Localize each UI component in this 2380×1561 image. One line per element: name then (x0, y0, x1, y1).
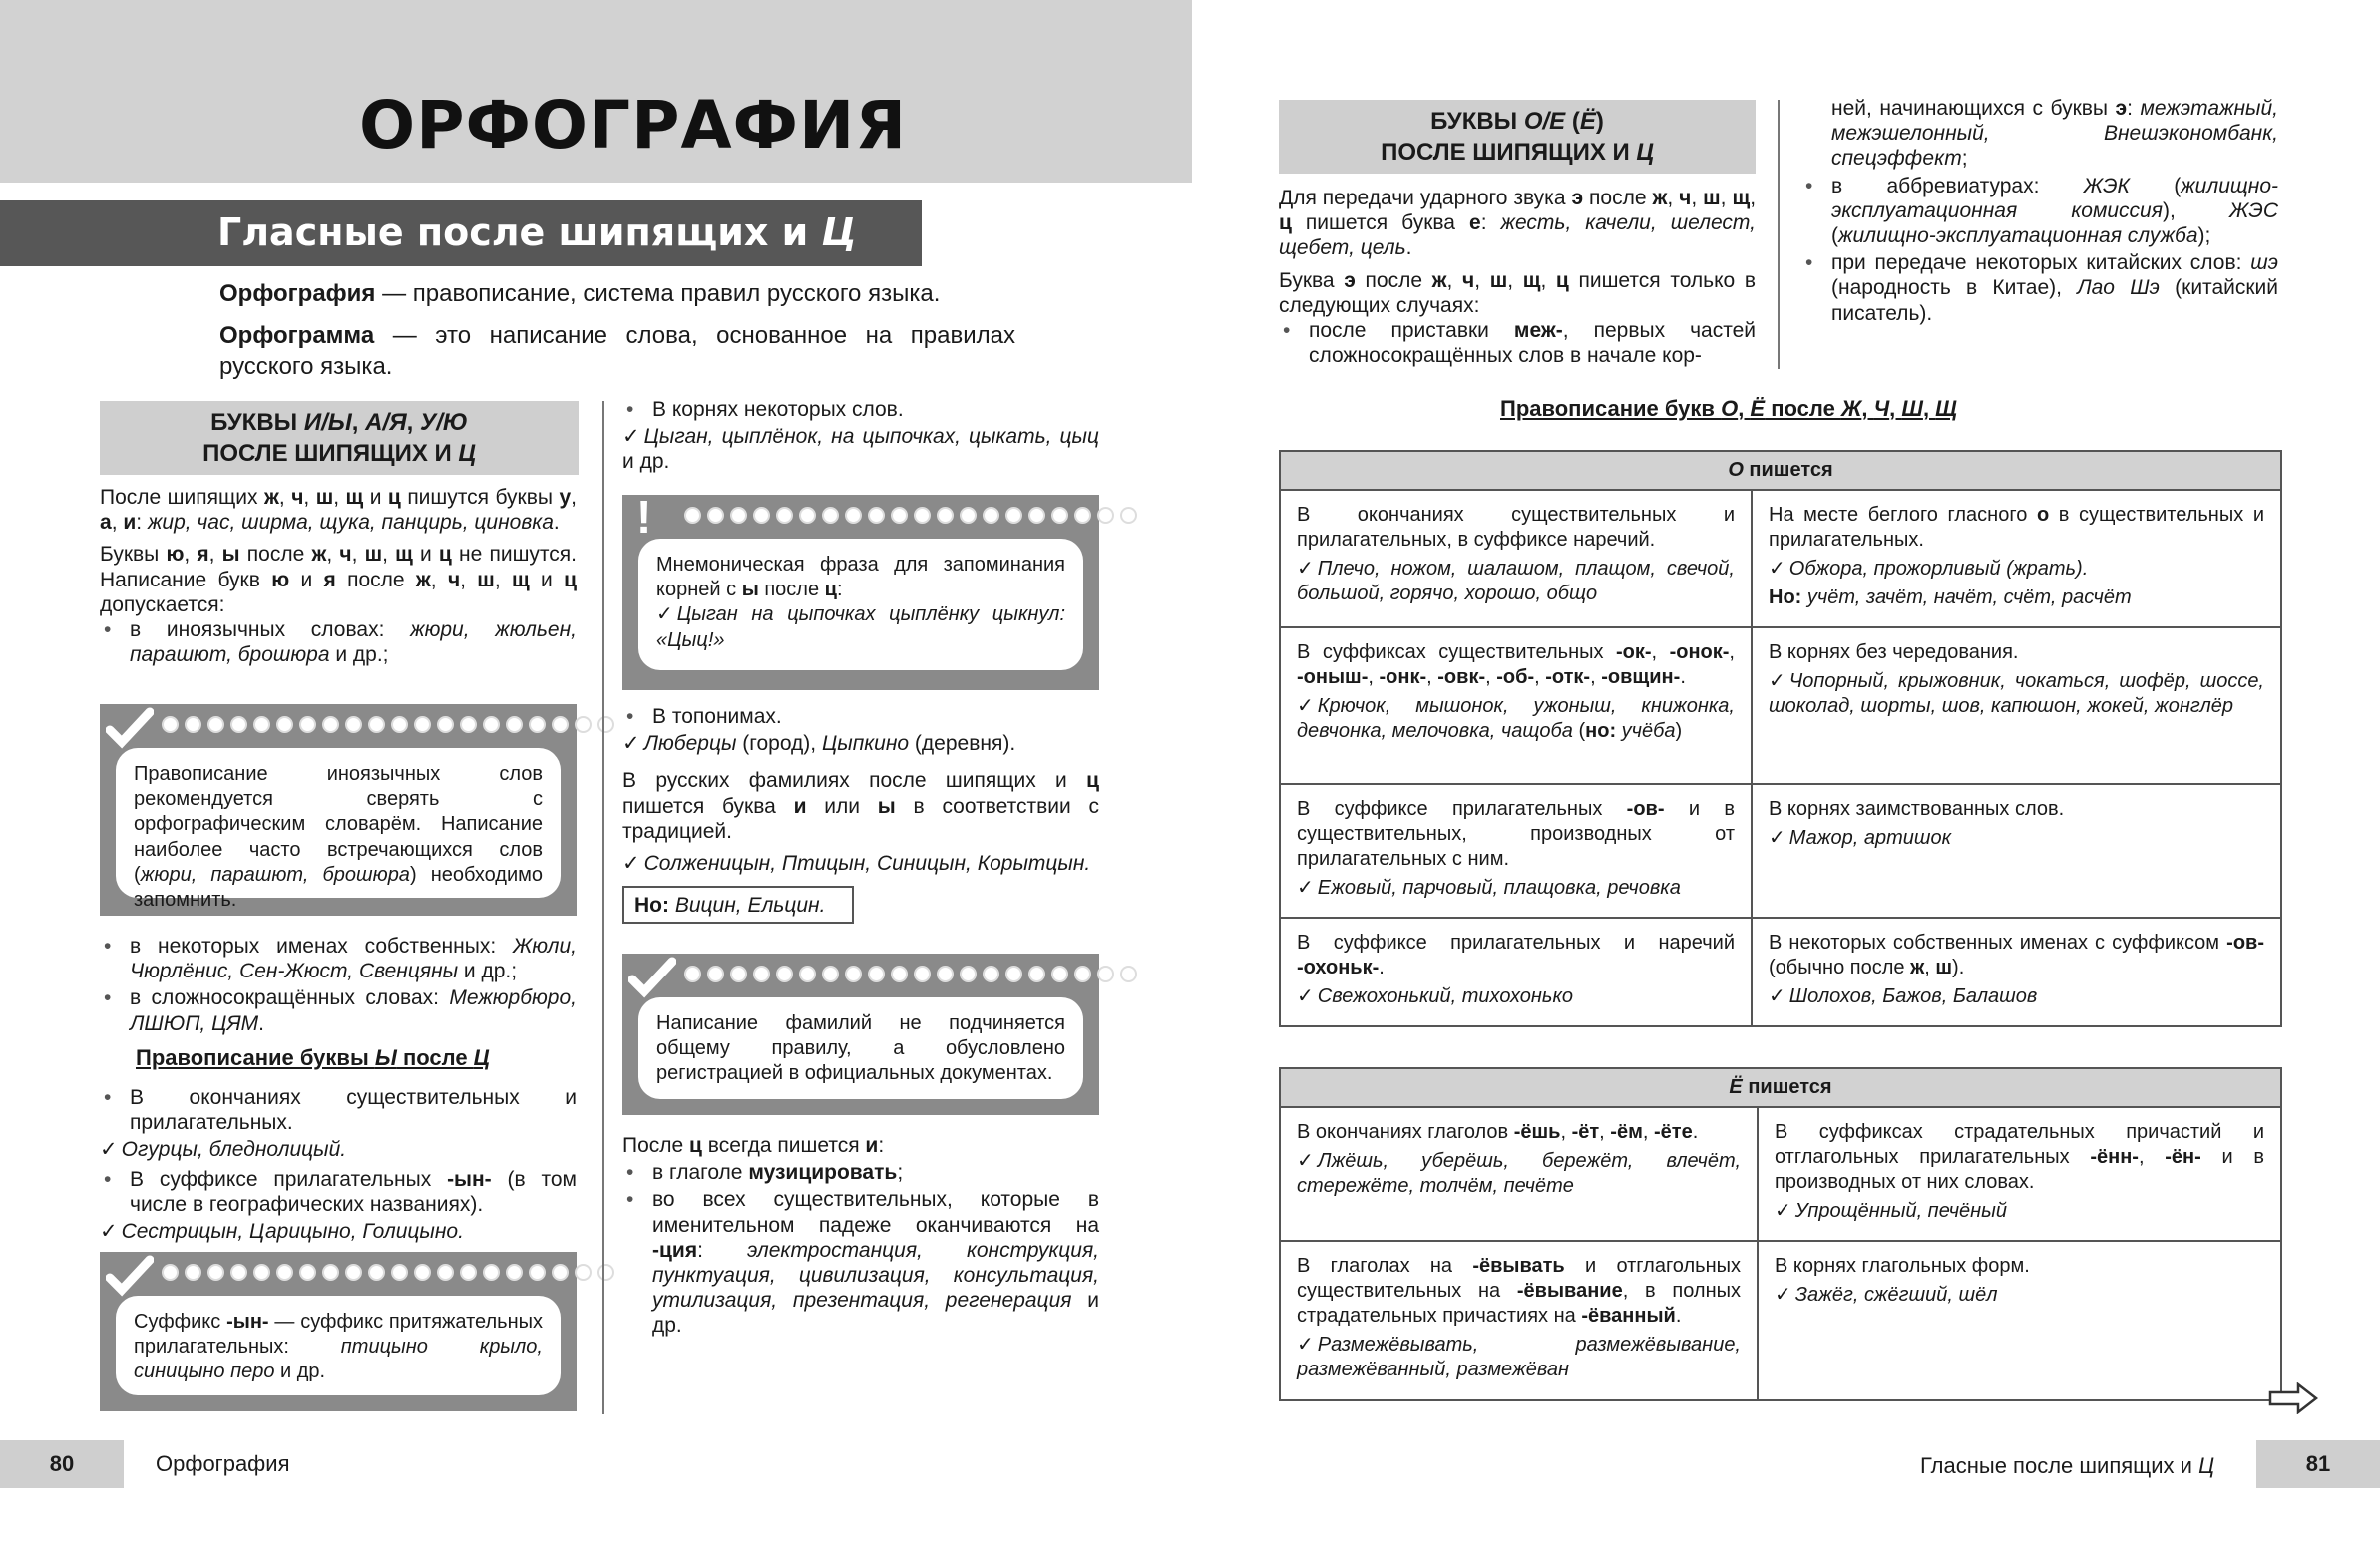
definition-orthogram: Орфограмма — это написание слова, основанное на правилах русского языка. (219, 322, 1015, 381)
rule-list-2: • в некоторых именах собственных: Жюли, Чюрлёнис, Сен-Жюст, Свенцяны и др.; • в сложносокращённых словах: Межюрбюро, ЛШЮП, ЦЯМ. (100, 934, 577, 1038)
footer-title-right: Гласные после шипящих и Ц (1920, 1453, 2215, 1478)
rule-text-block: После шипящих ж, ч, ш, щ и ц пишутся буквы у, а, и: жир, час, ширма, щука, панцирь, циновка. Буквы ю, я, ы после ж, ч, ш, щ и ц не пишутся. Написание букв ю и я после ж, ч, ш, щ и ц допускается: • в иноязычных словах: жюри, жюльен, парашют, брошюра и др.; (100, 485, 577, 669)
rule-text-o-e-cont: ней, начинающихся с буквы э: межэтажный, межэшелонный, Внешэкономбанк, спецэффект; • в аббревиатурах: ЖЭК (жилищно-эксплуатационная комиссия), ЖЭС (жилищно-эксплуатационная служба); • при передаче некоторых китайских слов: шэ (народность в Китае), Лао Шэ (китайский писатель). (1801, 96, 2278, 328)
dots-decoration (162, 716, 614, 733)
callout-check-3: Написание фамилий не подчиняется общему правилу, а обусловлено регистрацией в официальных документах. (622, 954, 1099, 1115)
table-yo-header: Ё пишется (1280, 1068, 2281, 1107)
note-box: Но: Вицин, Ельцин. (622, 886, 854, 924)
dots-decoration (684, 507, 1137, 524)
footer-title-left: Орфография (156, 1451, 290, 1476)
page-title: ОРФОГРАФИЯ (359, 87, 908, 164)
table-yo: Ё пишется В окончаниях глаголов -ёшь, -ёт, -ём, -ёте. ✓ Лжёшь, уберёшь, бережёт, влечёт, стережёте, толчём, печёте В суффиксах страдательных причастий и отглагольных прилагательных -ённ-, -ён- и в производных от них словах. ✓ Упрощённый, печёный В глаголах на -ёвывать и отглагольных существительных на -ёвывание, в полных страдательных причастиях на -ёванный. ✓ Размежёвывать, размежёвывание, размежёванный, размежёван В корнях глагольных форм. ✓ Зажёг, сжёгший, шёл (1279, 1067, 2282, 1401)
callout-exclamation: ! Мнемоническая фраза для запоминания корней с ы после ц: ✓ Цыган на цыпочках цыплёнку цыкнул: «Цыц!» (622, 495, 1099, 690)
rule-text-o-e: Для передачи ударного звука э после ж, ч, ш, щ, ц пишется буква е: жесть, качели, шелест, щебет, цель. Буква э после ж, ч, ш, щ, ц пишется только в следующих случаях: • после приставки меж-, первых частей сложносокращённых слов в начале кор- (1279, 186, 1756, 370)
checkmark-icon (628, 956, 676, 999)
box-heading-i-y: БУКВЫ И/Ы, А/Я, У/Ю ПОСЛЕ ШИПЯЩИХ И Ц (100, 401, 579, 475)
rule-list-toponyms: • В топонимах. ✓ Люберцы (город), Цыпкино (деревня). В русских фамилиях после шипящих и ц пишется буква и или ы в соответствии с традицией. ✓ Солженицын, Птицын, Синицын, Корытцын. (622, 704, 1099, 883)
table-title: Правописание букв О, Ё после Ж, Ч, Ш, Щ (1500, 396, 1957, 421)
dots-decoration (684, 966, 1137, 982)
table-o-header: О пишется (1280, 451, 2281, 490)
rule-list-roots: • В корнях некоторых слов. ✓ Цыган, цыплёнок, на цыпочках, цыкать, цыц и др. (622, 397, 1099, 482)
callout-check-1: Правописание иноязычных слов рекомендуется сверять с орфографическим словарём. Написание наиболее часто встречающихся слов (жюри, парашют, брошюра) необходимо запомнить. (100, 704, 577, 916)
callout-check-2: Суффикс -ын- — суффикс притяжательных прилагательных: птицыно крыло, синицыно перо и др. (100, 1252, 577, 1411)
column-divider-right (1778, 100, 1780, 369)
definition-orthography: Орфография — правописание, система правил русского языка. (219, 280, 941, 307)
next-page-arrow-icon[interactable] (2268, 1382, 2318, 1414)
checkmark-icon (106, 1254, 154, 1298)
section-title: Гласные после шипящих и Ц (217, 210, 857, 254)
box-heading-o-e: БУКВЫ О/Е (Ё) ПОСЛЕ ШИПЯЩИХ И Ц (1279, 100, 1756, 174)
page-number-left: 80 (0, 1440, 124, 1488)
rule-list-i-after-ts: После ц всегда пишется и: • в глаголе музицировать; • во всех существительных, которые в именительном падеже оканчиваются на -ция: электростанция, конструкция, пунктуация, цивилизация, консультация, утилизация, презентация, регенерация и др. (622, 1133, 1099, 1341)
subheading-y-after-ts: Правописание буквы Ы после Ц (136, 1045, 490, 1070)
dots-decoration (162, 1264, 614, 1281)
column-divider (602, 401, 604, 1414)
checkmark-icon (106, 706, 154, 750)
exclamation-icon: ! (636, 491, 652, 543)
page-number-right: 81 (2256, 1440, 2380, 1488)
table-o: О пишется В окончаниях существительных и прилагательных, в суффиксе наречий. ✓ Плечо, ножом, шалашом, плащом, свечой, большой, горячо, хорошо, общо На месте беглого гласного о в существительных и прилагательных. ✓ Обжора, прожорливый (жрать). Но: учёт, зачёт, начёт, счёт, расчёт В суффиксах существительных -ок-, -онок-, -оныш-, -онк-, -овк-, -об-, -отк-, -овщин-. ✓ Крючок, мышонок, ужоныш, книжонка, девчонка, мелочовка, чащоба (но: учёба) В корнях без чередования. ✓ Чопорный, крыжовник, чокаться, шофёр, шоссе, шоколад, шорты, шов, капюшон, жокей, жонглёр В суффиксе прилагательных -ов- и в существительных, производных от прилагательных с ним. ✓ Ежовый, парчовый, плащовка, речовка В корнях заимствованных слов. ✓ Мажор, артишок В суффиксе прилагательных и наречий -охоньк-. ✓ Свежохонький, тихохонько В некоторых собственных именах с суффиксом -ов- (обычно после ж, ш). ✓ Шолохов, Бажов, Балашов (1279, 450, 2282, 1027)
rule-list-3: • В окончаниях существительных и прилагательных. ✓ Огурцы, бледнолицый. • В суффиксе прилагательных -ын- (в том числе в географических названиях). ✓ Сестрицын, Царицыно, Голицыно. (100, 1085, 577, 1251)
